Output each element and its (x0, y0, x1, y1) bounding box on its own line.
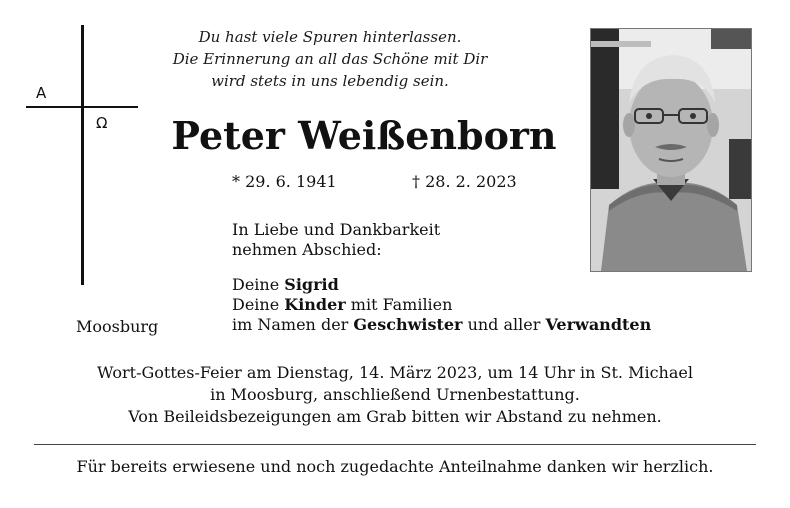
service-line: in Moosburg, anschließend Urnenbestattung. (210, 385, 580, 404)
farewell-message (232, 220, 440, 260)
cross-icon (81, 25, 84, 285)
mourner-line: Deine Sigrid (232, 275, 339, 294)
alpha-symbol: A (36, 84, 47, 102)
mourner-name: Sigrid (284, 275, 339, 294)
death-date: † 28. 2. 2023 (412, 172, 517, 191)
mourner-name: Geschwister (353, 315, 463, 334)
divider-line (34, 444, 756, 445)
deceased-name: Peter Weißenborn (171, 113, 557, 158)
poem-line: Du hast viele Spuren hinterlassen. (198, 28, 462, 46)
poem-line: wird stets in uns lebendig sein. (211, 72, 449, 90)
mourner-name: Verwandten (545, 315, 652, 334)
service-line: Wort-Gottes-Feier am Dienstag, 14. März 2023, um 14 Uhr in St. Michael (97, 363, 693, 382)
mourners-list (232, 275, 651, 335)
portrait-photo (590, 28, 752, 272)
service-line: Von Beileidsbezeigungen am Grab bitten wir Abstand zu nehmen. (128, 407, 662, 426)
cross-bar (26, 106, 138, 108)
thanks-line: Für bereits erwiesene und noch zugedachte Anteilnahme danken wir herzlich. (76, 457, 714, 476)
mourner-name: Kinder (284, 295, 346, 314)
place-name: Moosburg (76, 317, 159, 336)
mourner-line: im Namen der Geschwister und aller Verwandten (232, 315, 652, 334)
service-info (20, 362, 770, 428)
message-line: In Liebe und Dankbarkeit (232, 220, 441, 239)
omega-symbol: Ω (96, 114, 108, 132)
message-line: nehmen Abschied: (232, 240, 382, 259)
mourner-line: Deine Kinder mit Familien (232, 295, 453, 314)
birth-date: * 29. 6. 1941 (232, 172, 337, 191)
poem-line: Die Erinnerung an all das Schöne mit Dir (172, 50, 488, 68)
memorial-poem (140, 26, 520, 92)
portrait-icon (591, 29, 751, 271)
